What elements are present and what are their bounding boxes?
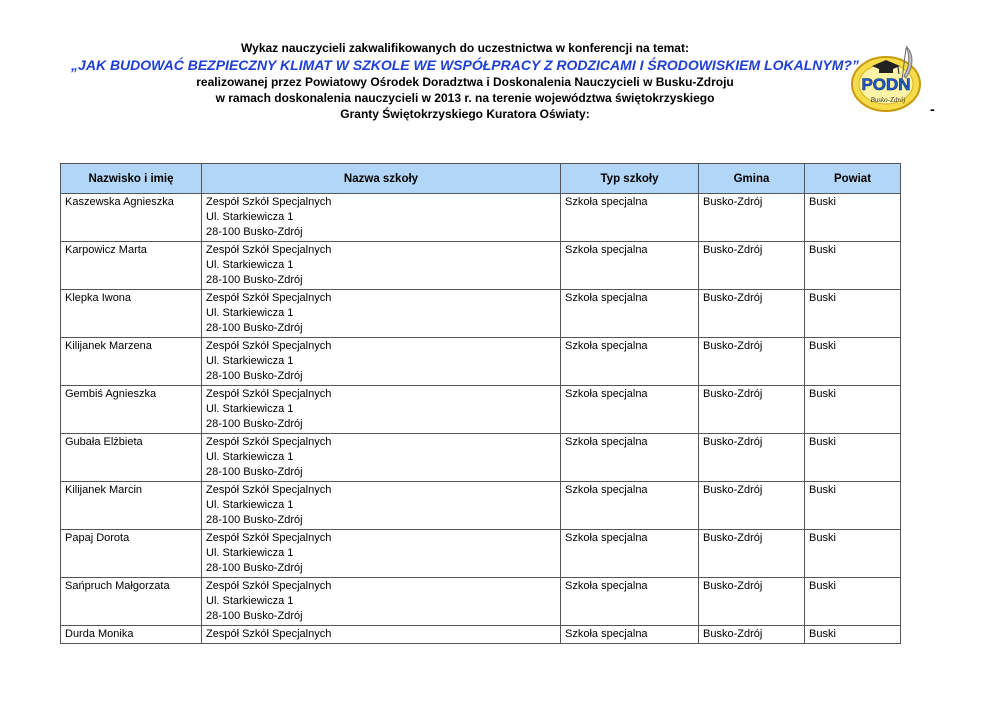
cell-type: Szkoła specjalna (561, 482, 699, 530)
cell-powiat: Buski (805, 482, 901, 530)
school-name: Zespół Szkół Specjalnych (206, 244, 332, 256)
header-organizer: realizowanej przez Powiatowy Ośrodek Doradztwa i Doskonalenia Nauczycieli w Busku-Zdroju (196, 75, 734, 89)
table-header-row (61, 164, 901, 194)
cell-school (202, 434, 561, 482)
cell-name: Kilijanek Marzena (61, 338, 202, 386)
cell-gmina: Busko-Zdrój (699, 290, 805, 338)
cell-name: Kaszewska Agnieszka (61, 194, 202, 242)
cell-school (202, 626, 561, 644)
graduation-cap-quill-logo-icon (848, 40, 928, 120)
cell-type: Szkoła specjalna (561, 242, 699, 290)
cell-type: Szkoła specjalna (561, 338, 699, 386)
table-row (61, 626, 901, 644)
cell-school (202, 338, 561, 386)
cell-gmina: Busko-Zdrój (699, 626, 805, 644)
table-row (61, 290, 901, 338)
school-street: Ul. Starkiewicza 1 (206, 403, 294, 415)
school-street: Ul. Starkiewicza 1 (206, 355, 294, 367)
table-row (61, 530, 901, 578)
col-header-school: Nazwa szkoły (202, 164, 561, 194)
school-name: Zespół Szkół Specjalnych (206, 340, 332, 352)
cell-name: Gembiś Agnieszka (61, 386, 202, 434)
cell-gmina: Busko-Zdrój (699, 194, 805, 242)
cell-name: Klepka Iwona (61, 290, 202, 338)
table-row (61, 386, 901, 434)
cell-school (202, 386, 561, 434)
school-street: Ul. Starkiewicza 1 (206, 259, 294, 271)
school-name: Zespół Szkół Specjalnych (206, 292, 332, 304)
school-street: Ul. Starkiewicza 1 (206, 451, 294, 463)
school-city: 28-100 Busko-Zdrój (206, 610, 303, 622)
cell-school (202, 482, 561, 530)
cell-gmina: Busko-Zdrój (699, 530, 805, 578)
school-city: 28-100 Busko-Zdrój (206, 370, 303, 382)
table-row (61, 194, 901, 242)
cell-name: Papaj Dorota (61, 530, 202, 578)
cell-type: Szkoła specjalna (561, 290, 699, 338)
col-header-gmina: Gmina (699, 164, 805, 194)
cell-type: Szkoła specjalna (561, 530, 699, 578)
cell-powiat: Buski (805, 530, 901, 578)
cell-type: Szkoła specjalna (561, 434, 699, 482)
school-street: Ul. Starkiewicza 1 (206, 595, 294, 607)
school-street: Ul. Starkiewicza 1 (206, 211, 294, 223)
cell-name: Gubała Elżbieta (61, 434, 202, 482)
cell-powiat: Buski (805, 626, 901, 644)
cell-type: Szkoła specjalna (561, 578, 699, 626)
logo-text: PODN (861, 75, 911, 94)
cell-type: Szkoła specjalna (561, 386, 699, 434)
cell-powiat: Buski (805, 194, 901, 242)
logo-subtext: Busko-Zdrój (870, 96, 906, 104)
header-grant: Granty Świętokrzyskiego Kuratora Oświaty: (340, 107, 590, 121)
school-city: 28-100 Busko-Zdrój (206, 322, 303, 334)
school-city: 28-100 Busko-Zdrój (206, 466, 303, 478)
school-city: 28-100 Busko-Zdrój (206, 274, 303, 286)
school-city: 28-100 Busko-Zdrój (206, 226, 303, 238)
school-city: 28-100 Busko-Zdrój (206, 562, 303, 574)
cell-school (202, 194, 561, 242)
school-name: Zespół Szkół Specjalnych (206, 436, 332, 448)
cell-name: Durda Monika (61, 626, 202, 644)
school-name: Zespół Szkół Specjalnych (206, 532, 332, 544)
cell-powiat: Buski (805, 578, 901, 626)
cell-powiat: Buski (805, 242, 901, 290)
school-name: Zespół Szkół Specjalnych (206, 484, 332, 496)
conference-title: „JAK BUDOWAĆ BEZPIECZNY KLIMAT W SZKOLE WE WSPÓŁPRACY Z RODZICAMI I ŚRODOWISKIEM LOKALNYM?” (71, 57, 859, 73)
cell-gmina: Busko-Zdrój (699, 242, 805, 290)
cell-school (202, 530, 561, 578)
cell-name: Karpowicz Marta (61, 242, 202, 290)
school-city: 28-100 Busko-Zdrój (206, 514, 303, 526)
school-name: Zespół Szkół Specjalnych (206, 196, 332, 208)
school-street: Ul. Starkiewicza 1 (206, 547, 294, 559)
cell-type: Szkoła specjalna (561, 194, 699, 242)
cell-name: Sańpruch Małgorzata (61, 578, 202, 626)
cell-type: Szkoła specjalna (561, 626, 699, 644)
school-street: Ul. Starkiewicza 1 (206, 307, 294, 319)
cell-powiat: Buski (805, 434, 901, 482)
table-row (61, 482, 901, 530)
col-header-type: Typ szkoły (561, 164, 699, 194)
table-row (61, 578, 901, 626)
cell-gmina: Busko-Zdrój (699, 434, 805, 482)
cell-school (202, 290, 561, 338)
table-row (61, 338, 901, 386)
cell-gmina: Busko-Zdrój (699, 578, 805, 626)
table-row (61, 242, 901, 290)
header-intro: Wykaz nauczycieli zakwalifikowanych do uczestnictwa w konferencji na temat: (241, 41, 689, 55)
cell-gmina: Busko-Zdrój (699, 338, 805, 386)
participants-table (60, 163, 901, 644)
school-name: Zespół Szkół Specjalnych (206, 388, 332, 400)
cell-powiat: Buski (805, 338, 901, 386)
school-street: Ul. Starkiewicza 1 (206, 499, 294, 511)
header-scope: w ramach doskonalenia nauczycieli w 2013 r. na terenie województwa świętokrzyskiego (215, 91, 715, 105)
cell-powiat: Buski (805, 290, 901, 338)
school-name: Zespół Szkół Specjalnych (206, 580, 332, 592)
cell-powiat: Buski (805, 386, 901, 434)
cell-gmina: Busko-Zdrój (699, 386, 805, 434)
table-row (61, 434, 901, 482)
col-header-name: Nazwisko i imię (61, 164, 202, 194)
cell-name: Kilijanek Marcin (61, 482, 202, 530)
podn-logo (848, 40, 928, 120)
stray-dash: - (930, 101, 935, 117)
school-city: 28-100 Busko-Zdrój (206, 418, 303, 430)
cell-gmina: Busko-Zdrój (699, 482, 805, 530)
cell-school (202, 242, 561, 290)
col-header-powiat: Powiat (805, 164, 901, 194)
school-name: Zespół Szkół Specjalnych (206, 628, 332, 640)
cell-school (202, 578, 561, 626)
document-header (0, 40, 930, 122)
